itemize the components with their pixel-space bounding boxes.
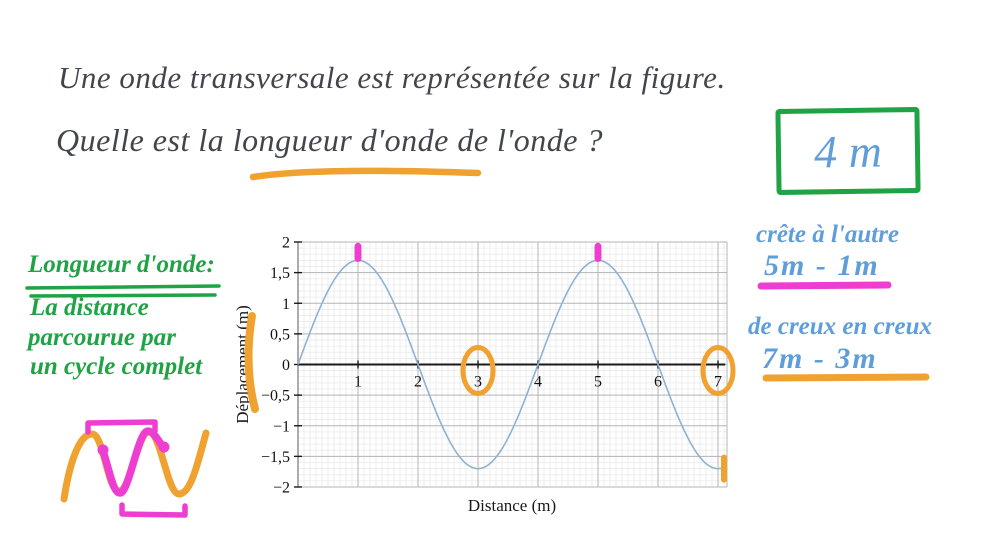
- definition-line-1: La distance: [30, 294, 149, 321]
- question-line-2: Quelle est la longueur d'onde de l'onde ?: [56, 122, 603, 158]
- doodle-wave: [64, 432, 206, 499]
- doodle-crest-dot-1: [98, 445, 109, 456]
- answer-box: [775, 107, 920, 195]
- x-tick-label: 4: [534, 373, 542, 391]
- definition-underline-1: [27, 286, 219, 288]
- crest-values-underline: [761, 285, 888, 286]
- x-tick-label: 6: [654, 373, 662, 391]
- trough-note-values: 7m - 3m: [762, 342, 878, 375]
- definition-line-3: un cycle complet: [30, 353, 203, 380]
- y-axis-label: Déplacement (m): [233, 305, 252, 424]
- y-tick-label: 0,5: [270, 326, 290, 344]
- question-underline: [253, 171, 478, 177]
- x-tick-label: 7: [714, 373, 722, 391]
- question-line-1: Une onde transversale est représentée sur la figure.: [58, 60, 726, 95]
- crest-note-values: 5m - 1m: [764, 249, 880, 282]
- displacement-distance-chart: [230, 230, 738, 522]
- trough-values-underline: [766, 377, 926, 378]
- mini-wave-doodle: [64, 422, 206, 515]
- doodle-crest-dot-2: [159, 442, 170, 453]
- x-tick-label: 3: [474, 373, 482, 391]
- y-tick-label: −1: [272, 418, 290, 436]
- y-tick-label: 2: [282, 234, 290, 252]
- doodle-one-cycle-trace: [103, 431, 164, 493]
- definition-line-2: parcourue par: [28, 324, 176, 351]
- answer-value: 4 m: [813, 125, 883, 177]
- y-tick-label: 1,5: [270, 265, 290, 283]
- y-tick-label: 0: [282, 357, 290, 374]
- trough-to-trough-bracket: [122, 505, 185, 515]
- x-axis-label: Distance (m): [467, 496, 557, 515]
- x-tick-label: 1: [354, 373, 362, 391]
- y-tick-label: −1,5: [260, 448, 290, 466]
- y-tick-label: −0,5: [260, 387, 290, 405]
- y-tick-label: −2: [272, 479, 290, 497]
- crest-to-crest-bracket: [88, 422, 155, 432]
- crest-note-label: crête à l'autre: [756, 221, 900, 248]
- x-tick-label: 5: [594, 373, 602, 391]
- definition-title: Longueur d'onde:: [28, 251, 215, 278]
- x-tick-label: 2: [414, 373, 422, 391]
- y-tick-label: 1: [282, 295, 290, 313]
- trough-note-label: de creux en creux: [748, 313, 932, 340]
- chart-annotations: [358, 246, 733, 479]
